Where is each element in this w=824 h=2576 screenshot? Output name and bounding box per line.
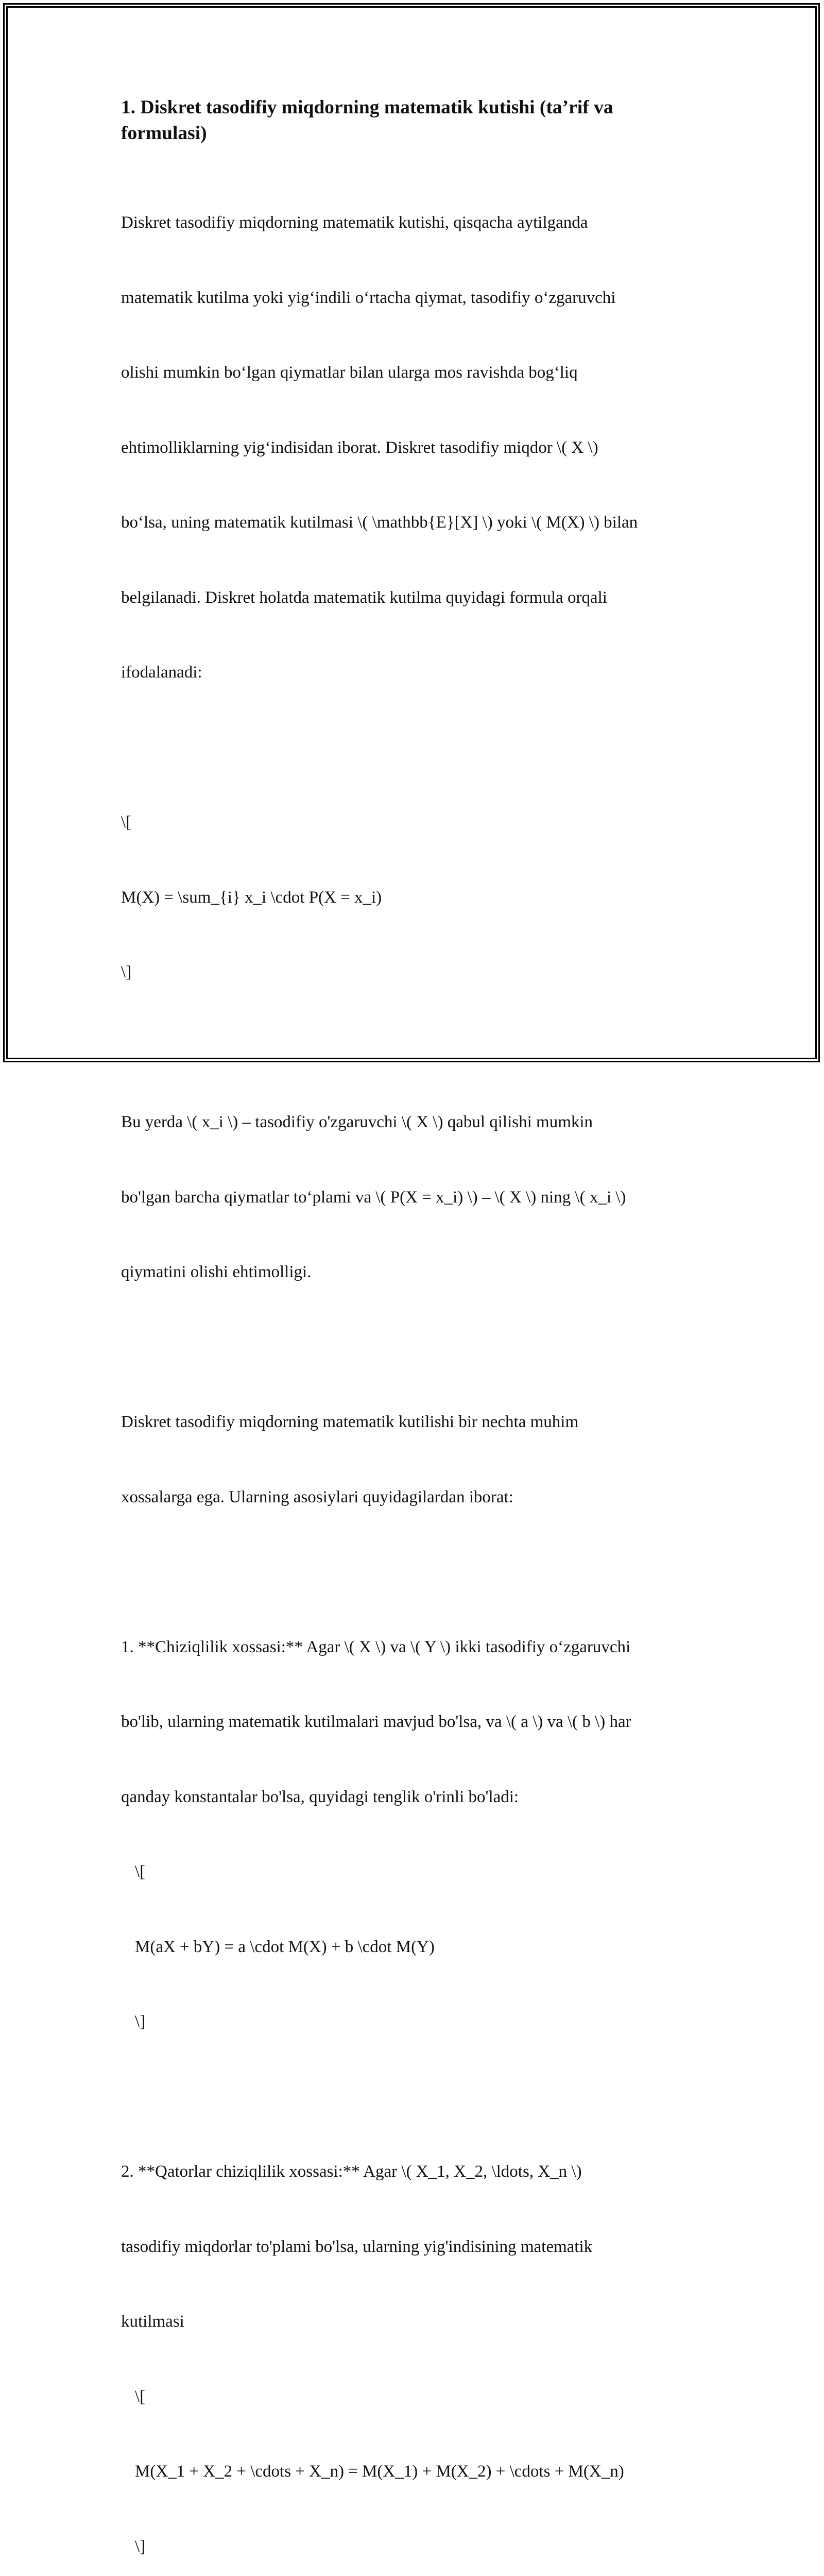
text-line: Bu yerda \( x_i \) – tasodifiy o'zgaruvchi \( X \) qabul qilishi mumkin [121, 1113, 593, 1131]
spacer [121, 1560, 703, 1585]
text-line: bo'lgan barcha qiymatlar to‘plami va \( P(X = x_i) \) – \( X \) ning \( x_i \) [121, 1188, 626, 1207]
text-line: xossalarga ega. Ularning asosiylari quyidagilardan iborat: [121, 1487, 513, 1506]
spacer [121, 1035, 703, 1060]
text-line: Diskret tasodifiy miqdorning matematik kutilishi bir nechta muhim [121, 1413, 579, 1431]
formula-close: \] [135, 2537, 146, 2556]
formula-open: \[ [121, 813, 132, 832]
explanation-paragraph [121, 1060, 703, 1335]
text-line: 1. **Chiziqlilik xossasi:** Agar \( X \) va \( Y \) ikki tasodifiy o‘zgaruvchi [121, 1637, 631, 1656]
text-line: qiymatini olishi ehtimolligi. [121, 1263, 312, 1281]
text-line: ehtimolliklarning yig‘indisidan iborat. Diskret tasodifiy miqdor \( X \) [121, 438, 598, 457]
text-line: ifodalanadi: [121, 663, 202, 682]
text-line: Diskret tasodifiy miqdorning matematik kutishi, qisqacha aytilganda [121, 213, 588, 232]
text-line: olishi mumkin bo‘lgan qiymatlar bilan ularga mos ravishda bog‘liq [121, 363, 578, 382]
text-line: bo'lib, ularning matematik kutilmalari mavjud bo'lsa, va \( a \) va \( b \) har [121, 1713, 631, 1731]
text-line: bo‘lsa, uning matematik kutilmasi \( \mathbb{E}[X] \) yoki \( M(X) \) bilan [121, 513, 638, 532]
spacer [121, 2084, 703, 2110]
text-line: kutilmasi [121, 2312, 184, 2331]
main-formula [121, 760, 703, 1035]
formula-close: \] [121, 963, 132, 981]
properties-intro-paragraph [121, 1360, 703, 1560]
formula-open: \[ [135, 1862, 146, 1881]
text-line: qanday konstantalar bo'lsa, quyidagi tenglik o'rinli bo'ladi: [121, 1787, 519, 1806]
document-body [121, 95, 703, 2576]
spacer [121, 1335, 703, 1360]
text-line: tasodifiy miqdorlar to'plami bo'lsa, ularning yig'indisining matematik [121, 2237, 593, 2256]
formula-expression: M(X_1 + X_2 + \cdots + X_n) = M(X_1) + M(X_2) + \cdots + M(X_n) [135, 2462, 624, 2481]
formula-close: \] [135, 2012, 146, 2031]
section-heading: 1. Diskret tasodifiy miqdorning matematik kutishi (ta’rif va formulasi) [121, 97, 613, 144]
formula-expression: M(X) = \sum_{i} x_i \cdot P(X = x_i) [121, 888, 382, 907]
formula-expression: M(aX + bY) = a \cdot M(X) + b \cdot M(Y) [135, 1937, 435, 1956]
property-2 [121, 2109, 703, 2576]
text-line: matematik kutilma yoki yig‘indili o‘rtacha qiymat, tasodifiy o‘zgaruvchi [121, 288, 616, 307]
intro-paragraph [121, 160, 703, 735]
property-1 [121, 1585, 703, 2084]
text-line: 2. **Qatorlar chiziqlilik xossasi:** Agar \( X_1, X_2, \ldots, X_n \) [121, 2162, 582, 2181]
spacer [121, 735, 703, 760]
text-line: belgilanadi. Diskret holatda matematik kutilma quyidagi formula orqali [121, 588, 607, 607]
formula-open: \[ [135, 2387, 146, 2406]
